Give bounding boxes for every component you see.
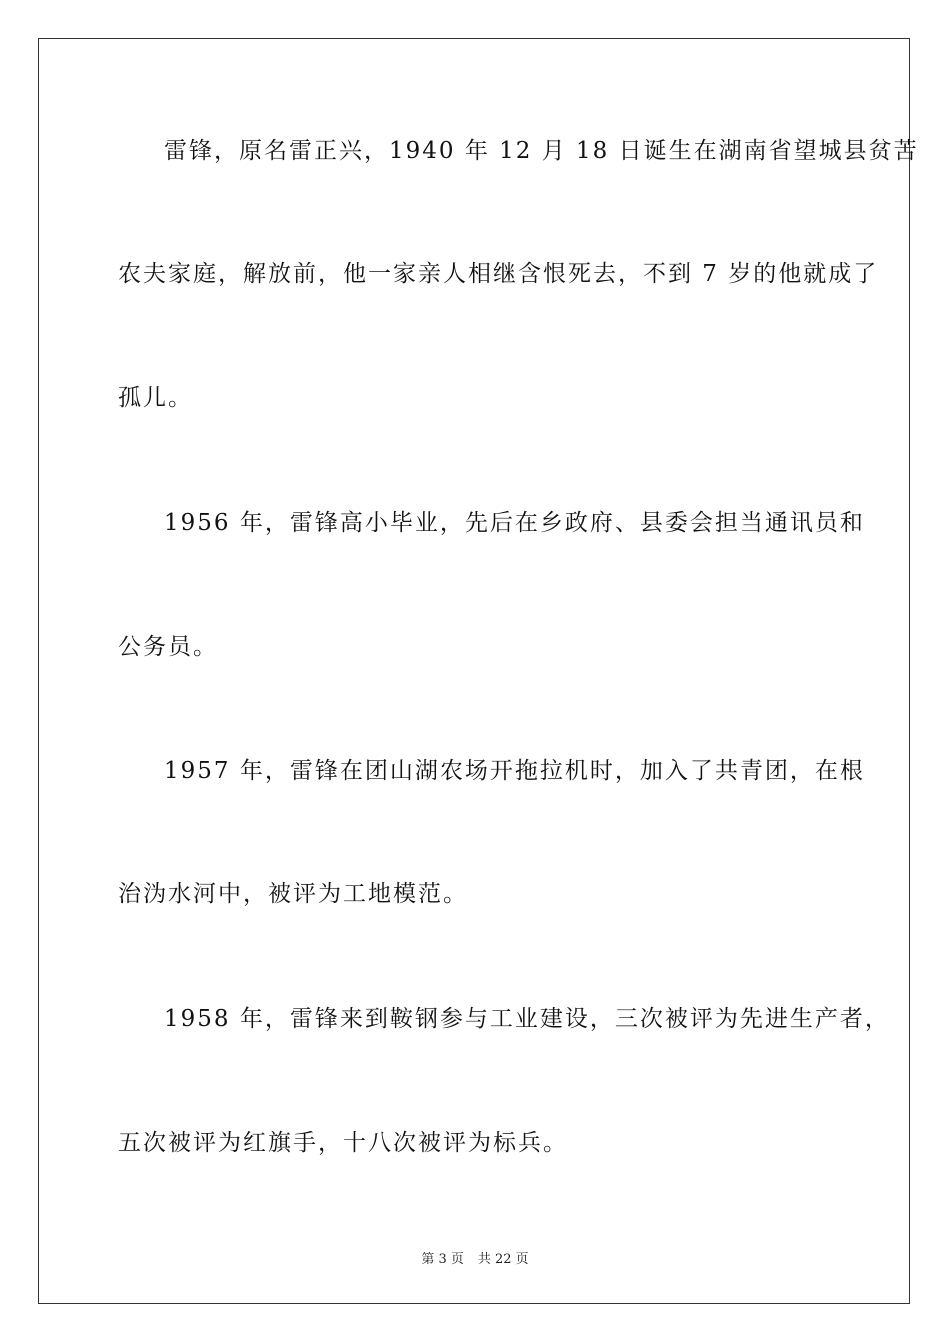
paragraph-1-line-3: 孤儿。 bbox=[118, 385, 193, 411]
paragraph-3-line-2: 治沩水河中，被评为工地模范。 bbox=[118, 881, 468, 907]
page-number: 第 3 页 bbox=[421, 1252, 464, 1267]
paragraph-2-line-2: 公务员。 bbox=[118, 634, 218, 660]
paragraph-1-line-1: 雷锋，原名雷正兴，1940 年 12 月 18 日诞生在湖南省望城县贫苦 bbox=[164, 138, 919, 164]
paragraph-3-line-1: 1957 年，雷锋在团山湖农场开拖拉机时，加入了共青团，在根 bbox=[164, 758, 865, 784]
paragraph-2-line-1: 1956 年，雷锋高小毕业，先后在乡政府、县委会担当通讯员和 bbox=[164, 510, 865, 536]
page-total: 共 22 页 bbox=[477, 1252, 529, 1267]
page-footer bbox=[0, 1248, 950, 1267]
paragraph-4-line-2: 五次被评为红旗手，十八次被评为标兵。 bbox=[118, 1130, 568, 1156]
page-border bbox=[38, 38, 919, 1304]
paragraph-1-line-2: 农夫家庭，解放前，他一家亲人相继含恨死去，不到 7 岁的他就成了 bbox=[118, 261, 879, 287]
paragraph-4-line-1: 1958 年，雷锋来到鞍钢参与工业建设，三次被评为先进生产者， bbox=[164, 1006, 890, 1032]
